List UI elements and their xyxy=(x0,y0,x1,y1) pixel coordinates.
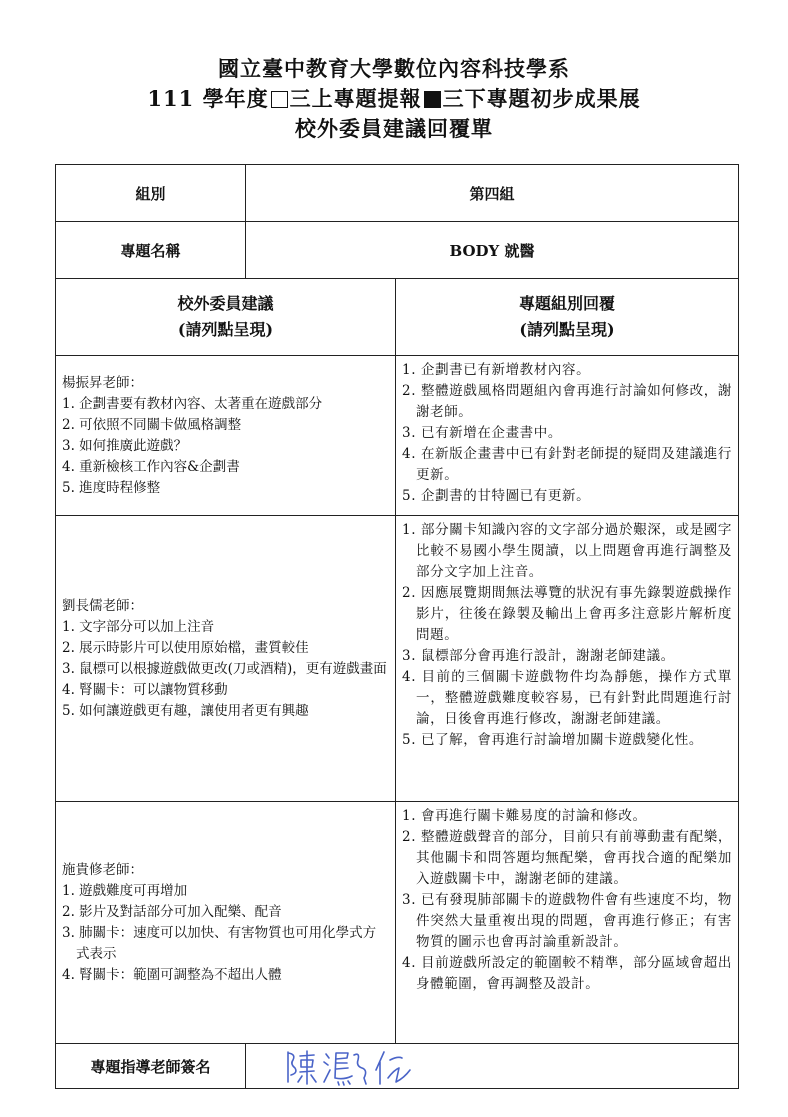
suggestions-header xyxy=(56,279,396,356)
signature-row xyxy=(56,1044,739,1089)
topic-value: BODY 就醫 xyxy=(246,222,739,279)
form-title: 校外委員建議回覆單 xyxy=(295,116,493,141)
feedback-form-table xyxy=(55,164,739,1089)
reply-list xyxy=(402,520,732,751)
checked-box-icon xyxy=(424,91,441,108)
suggestion-item: 1. 企劃書要有教材內容、太著重在遊戲部分 xyxy=(62,395,323,412)
feedback-row xyxy=(56,516,739,802)
reply-item: 1. 會再進行關卡難易度的討論和修改。 xyxy=(402,808,647,824)
handwritten-signature xyxy=(284,1048,434,1088)
topic-row xyxy=(56,222,739,279)
reply-item: 2. 整體遊戲聲音的部分，目前只有前導動畫有配樂，其他關卡和問答題均無配樂，會再找合適的配樂加入遊戲關卡中，謝謝老師的建議。 xyxy=(402,829,733,887)
suggestion-cell xyxy=(56,516,396,802)
reply-item: 4. 目前遊戲所設定的範圍較不精準，部分區域會超出身體範圍，會再調整及設計。 xyxy=(402,955,733,992)
suggestion-item: 4. 腎關卡：範圍可調整為不超出人體 xyxy=(62,966,282,983)
department-title: 國立臺中教育大學數位內容科技學系 xyxy=(218,56,570,81)
unchecked-box-icon xyxy=(271,91,288,108)
reply-list xyxy=(402,360,732,507)
signature-cell xyxy=(246,1044,739,1089)
reply-item: 1. 部分關卡知識內容的文字部分過於艱深，或是國字比較不易國小學生閱讀，以上問題會再進行調整及部分文字加上注音。 xyxy=(402,522,733,580)
replies-header-title: 專題組別回覆 xyxy=(519,294,616,313)
event-line xyxy=(0,84,788,114)
replies-header xyxy=(396,279,739,356)
suggestion-item: 1. 遊戲難度可再增加 xyxy=(62,882,188,899)
reply-item: 3. 已有新增在企畫書中。 xyxy=(402,425,562,441)
feedback-row xyxy=(56,356,739,516)
reply-cell xyxy=(396,802,739,1044)
suggestion-item: 3. 鼠標可以根據遊戲做更改(刀或酒精)，更有遊戲畫面 xyxy=(62,660,387,677)
suggestion-item: 5. 如何讓遊戲更有趣，讓使用者更有興趣 xyxy=(62,702,309,719)
reply-item: 4. 在新版企畫書中已有針對老師提的疑問及建議進行更新。 xyxy=(402,446,733,483)
group-row xyxy=(56,165,739,222)
reply-item: 2. 整體遊戲風格問題組內會再進行討論如何修改，謝謝老師。 xyxy=(402,383,733,420)
suggestion-item: 2. 可依照不同關卡做風格調整 xyxy=(62,416,242,433)
suggestion-list xyxy=(62,881,387,986)
reviewer-name: 楊振昇老師： xyxy=(62,374,143,391)
reply-item: 2. 因應展覽期間無法導覽的狀況有事先錄製遊戲操作影片，往後在錄製及輸出上會再多注意影片解析度問題。 xyxy=(402,585,733,643)
suggestion-item: 3. 肺關卡：速度可以加快、有害物質也可用化學式方式表示 xyxy=(62,924,377,962)
suggestion-cell xyxy=(56,356,396,516)
reply-item: 5. 已了解，會再進行討論增加關卡遊戲變化性。 xyxy=(402,732,703,748)
suggestion-item: 4. 腎關卡：可以讓物質移動 xyxy=(62,681,228,698)
group-value: 第四組 xyxy=(246,165,739,222)
reply-list xyxy=(402,806,732,995)
suggestion-cell xyxy=(56,802,396,1044)
group-label: 組別 xyxy=(56,165,246,222)
feedback-row xyxy=(56,802,739,1044)
replies-header-sub: (請列點呈現) xyxy=(519,320,615,339)
reply-cell xyxy=(396,356,739,516)
suggestions-header-title: 校外委員建議 xyxy=(177,294,274,313)
reply-item: 3. 鼠標部分會再進行設計，謝謝老師建議。 xyxy=(402,648,675,664)
academic-year: 111 學年度 xyxy=(147,86,269,111)
option-exhibition: 三下專題初步成果展 xyxy=(442,86,641,111)
reply-item: 3. 已有發現肺部關卡的遊戲物件會有些速度不均，物件突然大量重複出現的問題，會再進行修正；有害物質的圖示也會再討論重新設計。 xyxy=(402,892,733,950)
reviewer-name: 劉長儒老師： xyxy=(62,597,143,614)
suggestions-header-sub: (請列點呈現) xyxy=(177,320,274,339)
suggestion-list xyxy=(62,394,387,499)
suggestion-item: 4. 重新檢核工作內容&企劃書 xyxy=(62,458,240,475)
suggestion-item: 1. 文字部分可以加上注音 xyxy=(62,618,215,635)
document-header xyxy=(0,54,788,144)
reply-cell xyxy=(396,516,739,802)
suggestion-item: 3. 如何推廣此遊戲？ xyxy=(62,437,188,454)
signature-label: 專題指導老師簽名 xyxy=(56,1044,246,1089)
suggestion-list xyxy=(62,617,387,722)
reviewer-name: 施貴修老師： xyxy=(62,861,143,878)
reply-item: 1. 企劃書已有新增教材內容。 xyxy=(402,362,591,378)
suggestion-item: 5. 進度時程修整 xyxy=(62,479,161,496)
option-proposal: 三上專題提報 xyxy=(289,86,422,111)
reply-item: 5. 企劃書的甘特圖已有更新。 xyxy=(402,488,591,504)
topic-label: 專題名稱 xyxy=(56,222,246,279)
suggestion-item: 2. 影片及對話部分可加入配樂、配音 xyxy=(62,903,282,920)
suggestion-item: 2. 展示時影片可以使用原始檔，畫質較佳 xyxy=(62,639,309,656)
reply-item: 4. 目前的三個關卡遊戲物件均為靜態，操作方式單一，整體遊戲難度較容易，已有針對此問題進行討論，日後會再進行修改，謝謝老師建議。 xyxy=(402,669,733,727)
column-header-row xyxy=(56,279,739,356)
